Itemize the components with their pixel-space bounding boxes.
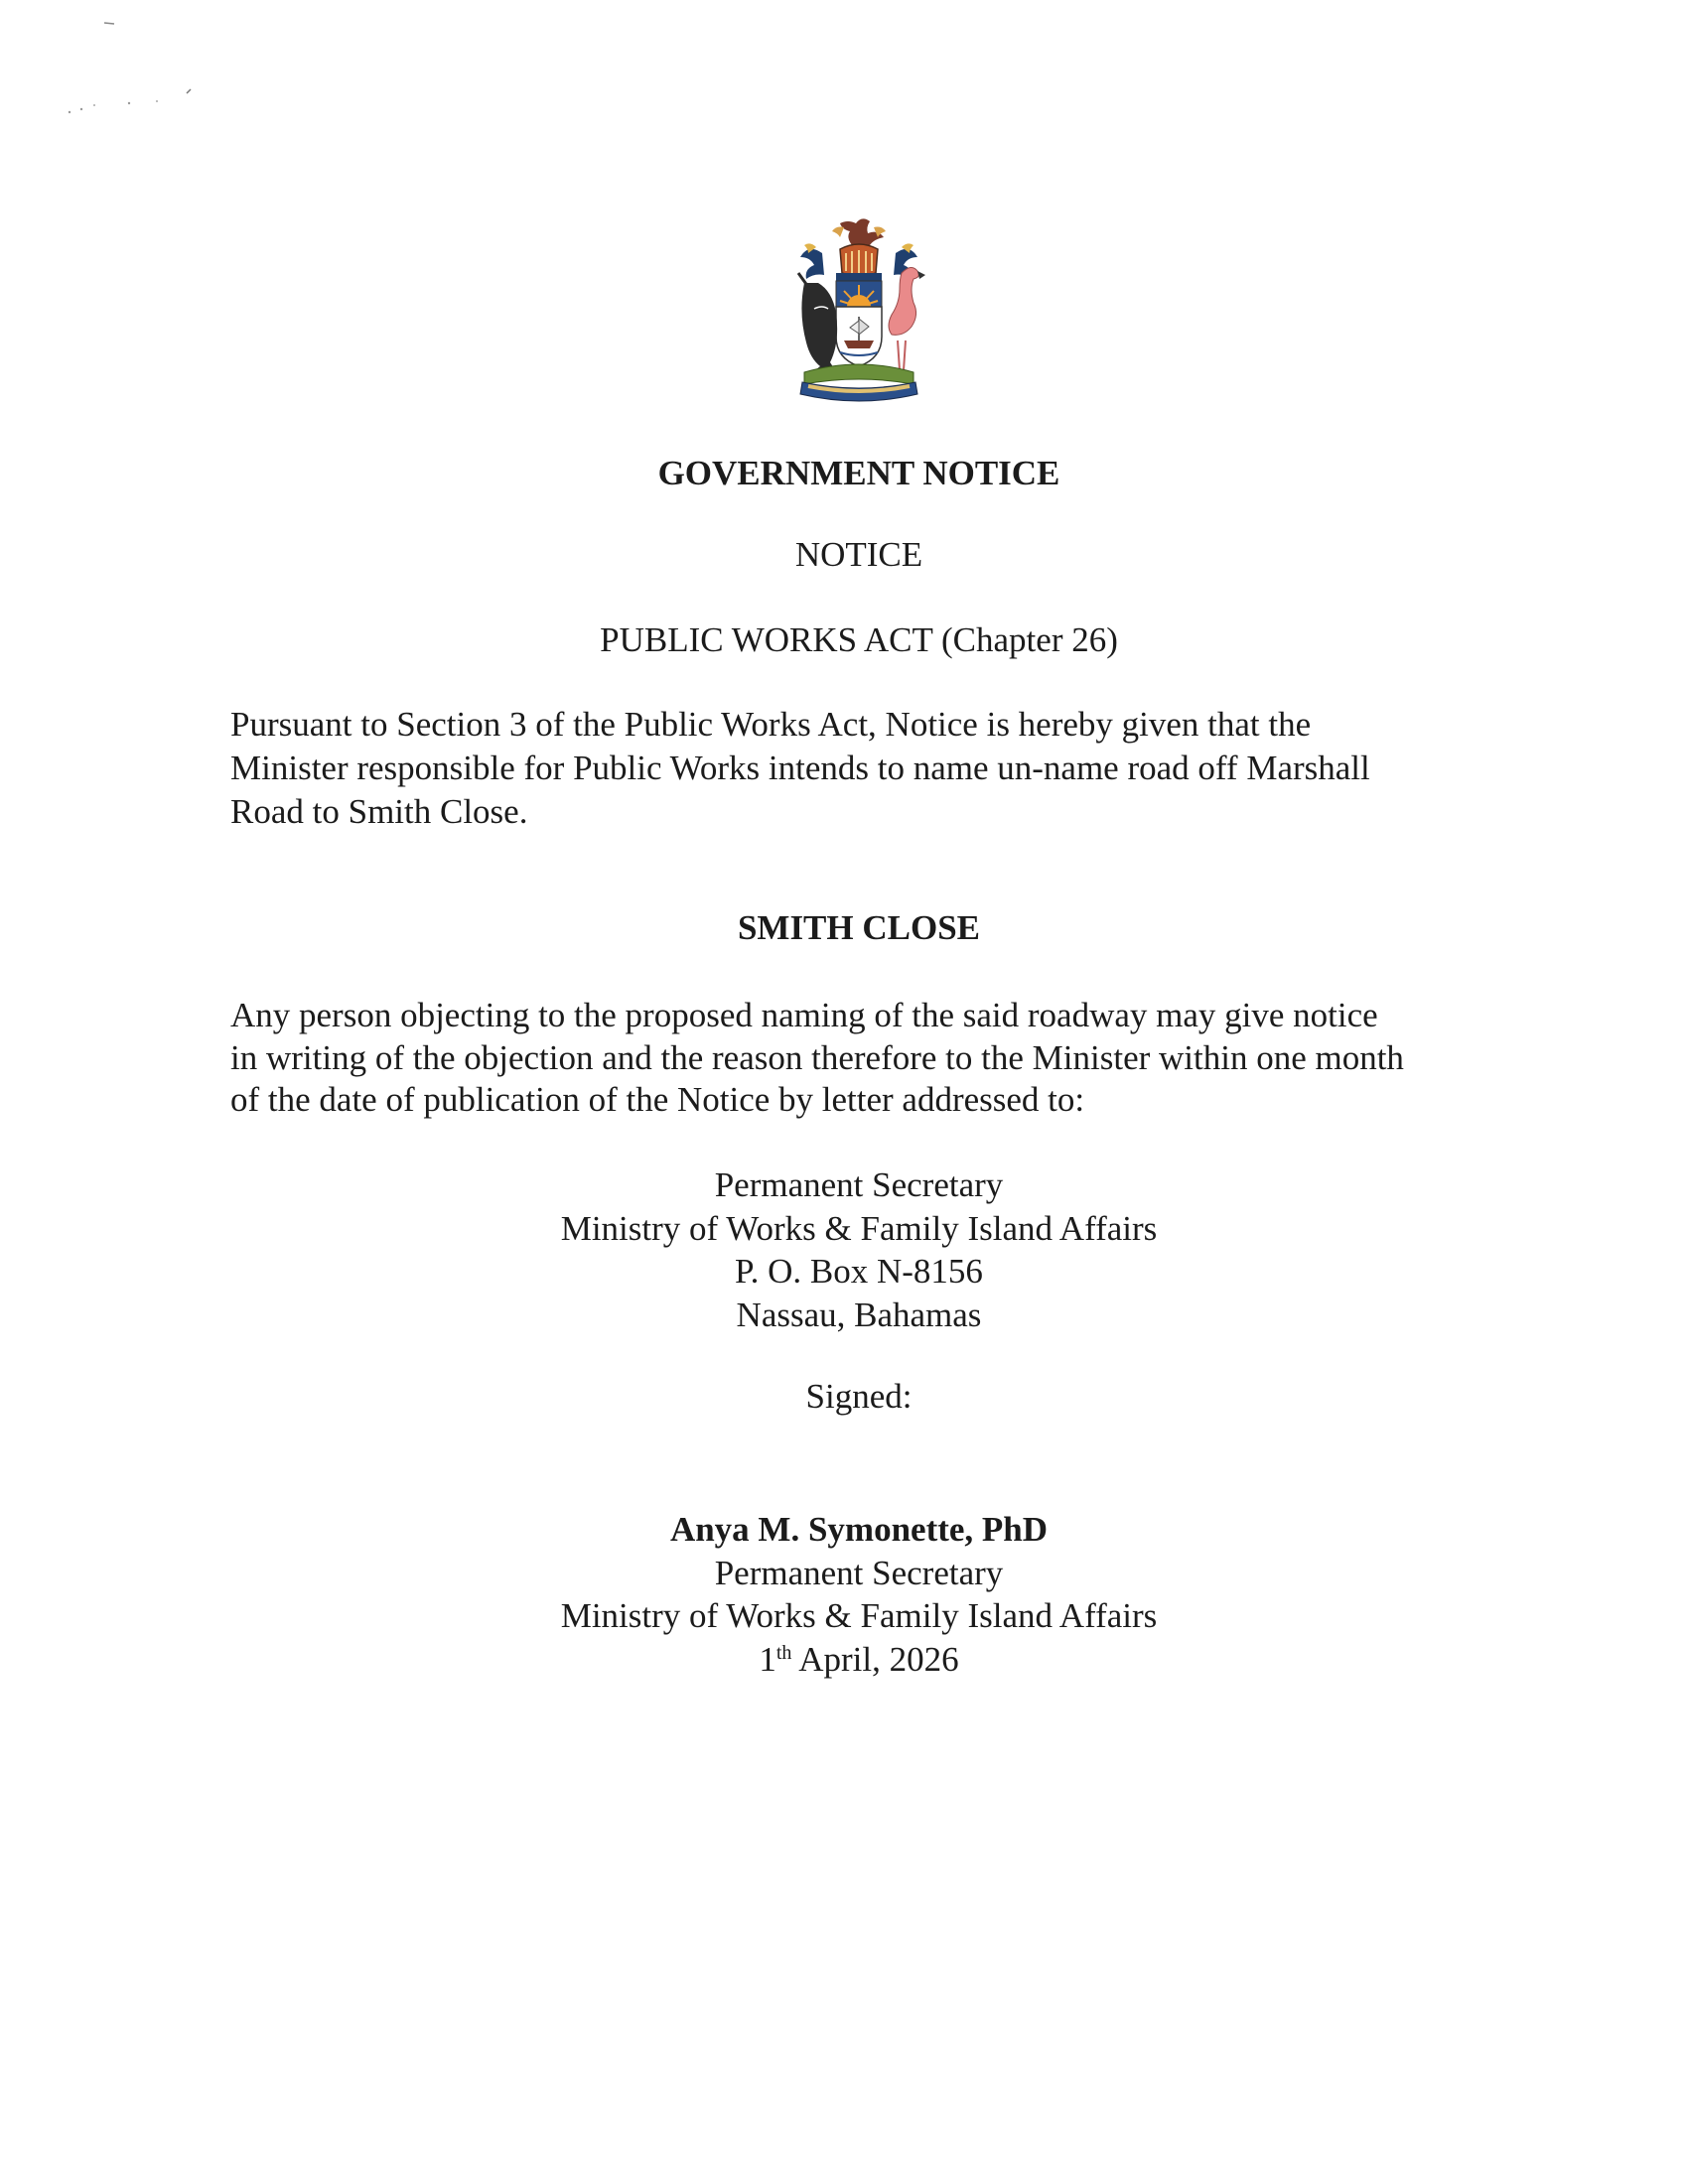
intro-paragraph-line: Pursuant to Section 3 of the Public Works Act, Notice is hereby given that the [230, 705, 1312, 744]
signature-block [0, 1508, 1688, 1681]
address-line: Permanent Secretary [714, 1165, 1004, 1204]
scan-specks [60, 18, 218, 117]
signatory-title: Permanent Secretary [714, 1553, 1004, 1592]
act-reference: PUBLIC WORKS ACT (Chapter 26) [600, 620, 1118, 659]
date-suffix: th [775, 1641, 792, 1664]
objection-paragraph-line: of the date of publication of the Notice by letter addressed to: [230, 1080, 1085, 1119]
intro-paragraph [230, 703, 1370, 834]
date-month-year: April, 2026 [791, 1639, 959, 1679]
road-name-heading: SMITH CLOSE [737, 908, 981, 947]
address-line: Ministry of Works & Family Island Affairs [560, 1208, 1158, 1248]
signatory-name: Anya M. Symonette, PhD [669, 1510, 1049, 1549]
intro-paragraph-line: Minister responsible for Public Works intends to name un-name road off Marshall [230, 749, 1370, 787]
signature-date [0, 1638, 1688, 1682]
signatory-ministry: Ministry of Works & Family Island Affairs [560, 1596, 1158, 1635]
objection-paragraph-line: in writing of the objection and the reason therefore to the Minister within one month [230, 1037, 1404, 1077]
address-line: Nassau, Bahamas [736, 1295, 982, 1334]
address-line: P. O. Box N-8156 [735, 1252, 983, 1291]
date-day: 1 [759, 1639, 776, 1679]
intro-paragraph-line: Road to Smith Close. [230, 792, 528, 831]
objection-paragraph-line: Any person objecting to the proposed naming of the said roadway may give notice [230, 996, 1378, 1034]
objection-paragraph [230, 994, 1404, 1121]
notice-heading: GOVERNMENT NOTICE [657, 454, 1060, 492]
mailing-address [0, 1163, 1688, 1336]
bahamas-coat-of-arms-icon [774, 213, 943, 407]
signed-label: Signed: [805, 1377, 913, 1416]
notice-subheading: NOTICE [794, 535, 923, 574]
